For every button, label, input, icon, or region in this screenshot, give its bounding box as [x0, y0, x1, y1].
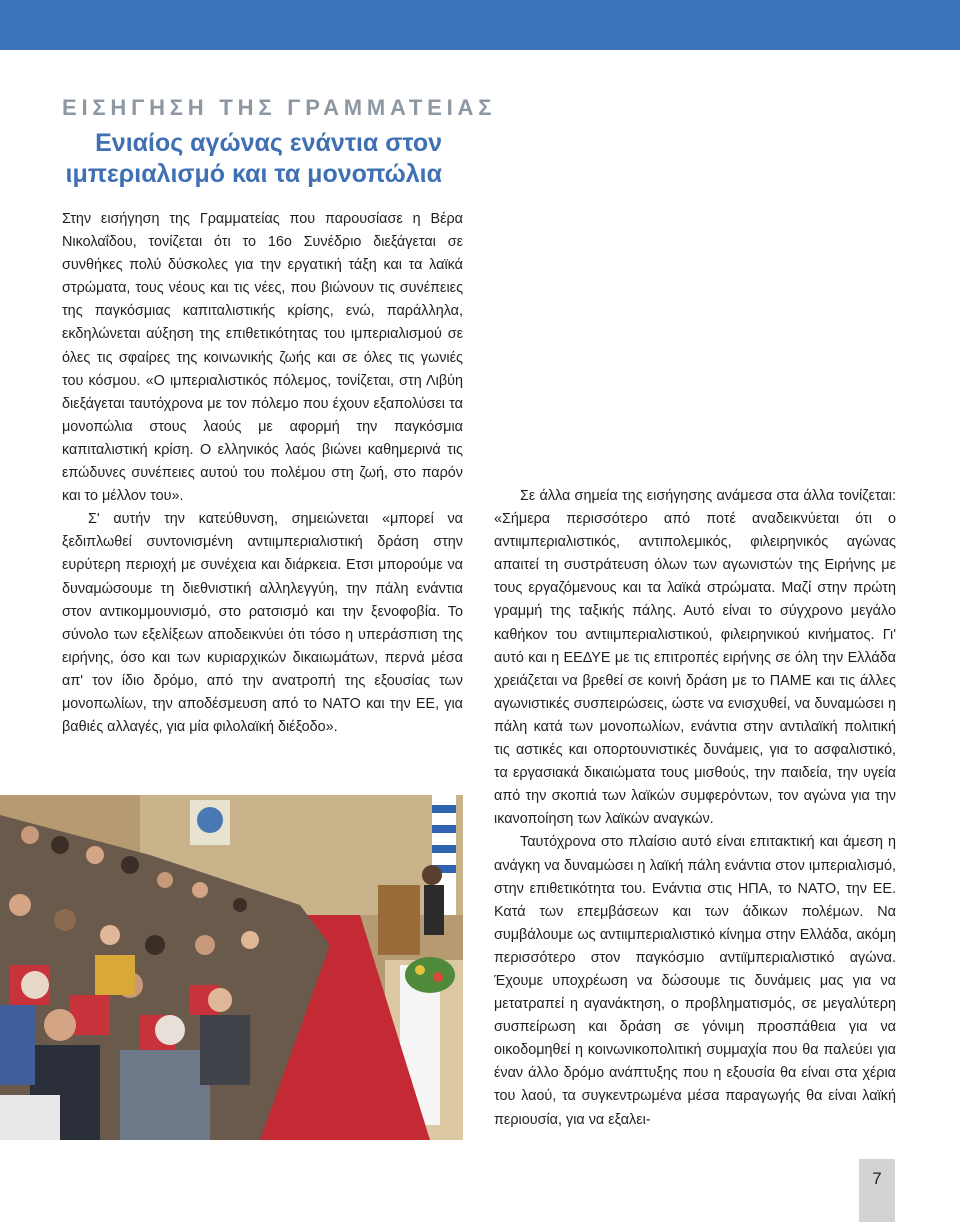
conference-photo: [0, 795, 463, 1140]
article-title: [62, 128, 442, 190]
page-number-box: [859, 1159, 895, 1222]
title-line-1: Ενιαίος αγώνας ενάντια στον: [95, 129, 442, 157]
right-paragraph-1: Σε άλλα σημεία της εισήγησης ανάμεσα στα άλλα τονίζεται: «Σήμερα περισσότερο από ποτέ αναδεικνύεται ότι ο αντιιμπεριαλιστικός, αντιπολεμικός, φιλειρηνικός αγώνας απαιτεί τη συστράτευση όλων των αγωνιστών της Ειρήνης με τους εργαζόμενους και τα λαϊκά στρώματα. Μαζί στην πρώτη γραμμή της ταξικής πάλης. Αυτό είναι το σύγχρονο μεγάλο καθήκον του αντιιμπεριαλιστικού, φιλειρηνικού κινήματος. Γι' αυτό και η ΕΕΔΥΕ με τις επιτροπές ειρήνης σε όλη την Ελλάδα χρειάζεται να βρεθεί σε κοινή δράση με το ΠΑΜΕ και τις άλλες αγωνιστικές συσπειρώσεις, ώστε να ενισχυθεί, να δυναμώσει η πάλη κατά των μονοπωλίων, ενάντια στην αντιλαϊκή πολιτική τις αστικές και οπορτουνιστικές δυνάμεις, για το ασφαλιστικό, τα εργασιακά δικαιώματα τους μισθούς, την παιδεία, την υγεία από την σκοπιά των λαϊκών συμφερόντων, τον αγώνα για την ικανοποίηση των λαϊκών αναγκών.: [494, 488, 896, 828]
right-text-column: [494, 485, 896, 1132]
left-text-column: [62, 208, 463, 739]
left-paragraph-1: Στην εισήγηση της Γραμματείας που παρουσίασε η Βέρα Νικολαΐδου, τονίζεται ότι το 16ο Συνέδριο διεξάγεται σε συνθήκες πολύ δύσκολες για την εργατική τάξη και τα λαϊκά στρώματα, τους νέους και τις νέες, που βιώνουν τις συνέπειες της παγκόσμιας καπιταλιστικής κρίσης, ενώ, παράλληλα, εκδηλώνεται αύξηση της επιθετικότητας του ιμπεριαλισμού σε όλες τις σφαίρες της κοινωνικής ζωής και σε όλες τις γωνιές του κόσμου. «Ο ιμπεριαλιστικός πόλεμος, τονίζεται, στη Λιβύη διεξάγεται ταυτόχρονα με τον πόλεμο που έχουν εξαπολύσει τα μονοπώλια στους λαούς με αφορμή την παγκόσμια καπιταλιστική κρίση. Ο ελληνικός λαός βιώνει καθημερινά τις επώδυνες συνέπειες αυτού του πολέμου στη ζωή, στο παρόν και το μέλλον του».: [62, 211, 463, 505]
page-number: 7: [872, 1169, 882, 1188]
right-paragraph-2: Ταυτόχρονα στο πλαίσιο αυτό είναι επιτακτική και άμεση η ανάγκη να δυναμώσει η λαϊκή πάλη ενάντια στον ιμπεριαλισμό, στην επιθετικότητα του. Ενάντια στις ΗΠΑ, το ΝΑΤΟ, την ΕΕ. Κατά των επεμβάσεων και των άδικων πολέμων. Να συμβάλουμε ως αντιιμπεριαλιστικό κίνημα στην Ελλάδα, ακόμη περισσότερο στον παγκόσμιο αντιϊμπεριαλιστικό αγώνα. Έχουμε υποχρέωση να δώσουμε τις δυνάμεις μας για να μετατραπεί η αγανάκτηση, ο προβληματισμός, σε μεγαλύτερη συσπείρωση και δράση σε γόνιμη προσπάθεια για να οικοδομηθεί η κοινωνικοπολιτική συμμαχία που θα παλεύει για έναν άλλο δρόμο ανάπτυξης που η εξουσία θα είναι στα χέρια του λαού, τα συγκεντρωμένα μέσα παραγωγής θα είναι λαϊκή περιουσία, για να εξαλει-: [494, 834, 896, 1128]
left-paragraph-2: Σ' αυτήν την κατεύθυνση, σημειώνεται «μπορεί να ξεδιπλωθεί συντονισμένη αντιιμπεριαλιστική δράση στην ευρύτερη περιοχή με συνέχεια και διάρκεια. Ετσι μπορούμε να δυναμώσουμε τη διεθνιστική αλληλεγγύη, την πάλη ενάντια στον αντικομμουνισμό, στο ρατσισμό και την ξενοφοβία. Το σύνολο των εξελίξεων αποδεικνύει ότι τόσο η υπεράσπιση της ειρήνης, όσο και των κυριαρχικών δικαιωμάτων, περνά μέσα απ' τον ίδιο δρόμο, από την ανατροπή της εξουσίας των μονοπωλίων, την αποδέσμευση από το ΝΑΤΟ και την ΕΕ, για βαθιές αλλαγές, για μία φιλολαϊκή διέξοδο».: [62, 511, 463, 736]
title-line-2: ιμπεριαλισμό και τα μονοπώλια: [65, 160, 442, 188]
section-label: ΕΙΣΗΓΗΣΗ ΤΗΣ ΓΡΑΜΜΑΤΕΙΑΣ: [62, 95, 497, 120]
top-color-band: [0, 0, 960, 50]
